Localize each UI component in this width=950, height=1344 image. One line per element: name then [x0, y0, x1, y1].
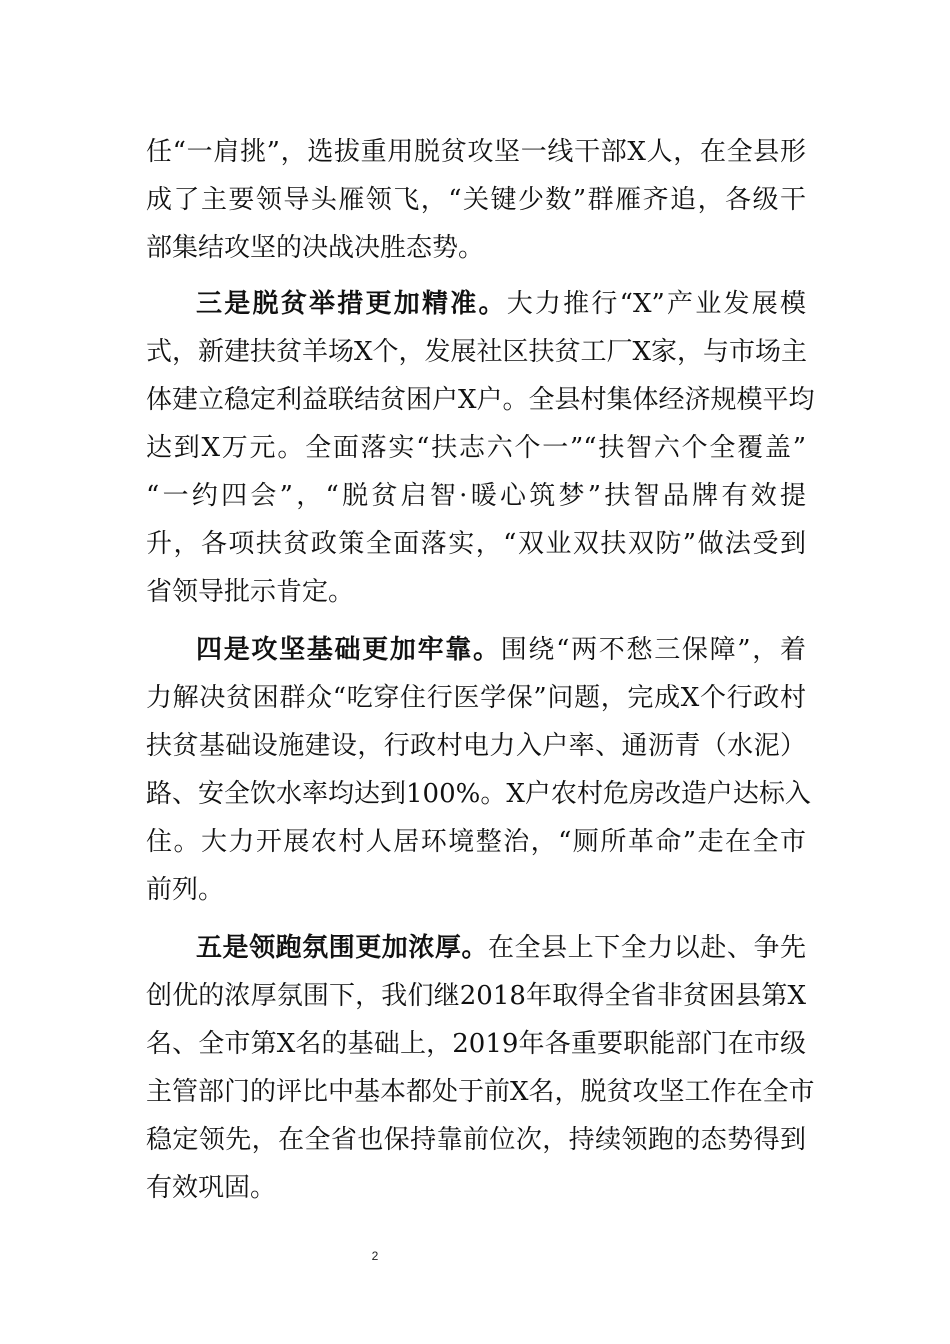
paragraph-first-line: [196, 284, 806, 324]
body-line: 住。大力开展农村人居环境整治，“厕所革命”走在全市: [146, 827, 806, 857]
body-line: 力解决贫困群众“吃穿住行医学保”问题，完成X个行政村: [146, 683, 806, 713]
paragraph-first-line: [196, 630, 806, 670]
paragraph-first-line: [196, 928, 806, 968]
paragraph-heading: 五是领跑氛围更加浓厚。: [196, 933, 488, 963]
body-line: 前列。: [146, 875, 225, 905]
body-line: 名、全市第X名的基础上，2019年各重要职能部门在市级: [146, 1029, 806, 1059]
body-line: 路、安全饮水率均达到100%。X户农村危房改造户达标入: [146, 779, 811, 809]
body-line: 创优的浓厚氛围下，我们继2018年取得全省非贫困县第X: [146, 981, 806, 1011]
body-line: 部集结攻坚的决战决胜态势。: [146, 233, 485, 263]
body-line: 扶贫基础设施建设，行政村电力入户率、通沥青（水泥）: [146, 731, 806, 761]
body-text: 围绕“两不愁三保障”，着: [500, 635, 806, 665]
page-number: 2: [371, 1249, 379, 1263]
body-line: 升，各项扶贫政策全面落实，“双业双扶双防”做法受到: [146, 529, 806, 559]
body-line: 主管部门的评比中基本都处于前X名，脱贫攻坚工作在全市: [146, 1077, 815, 1107]
body-line: 体建立稳定利益联结贫困户X户。全县村集体经济规模平均: [146, 385, 815, 415]
body-line: 成了主要领导头雁领飞，“关键少数”群雁齐追，各级干: [146, 185, 806, 215]
body-line: 式，新建扶贫羊场X个，发展社区扶贫工厂X家，与市场主: [146, 337, 808, 367]
body-line: 达到X万元。全面落实“扶志六个一”“扶智六个全覆盖”: [146, 433, 806, 463]
body-text: 在全县上下全力以赴、争先: [488, 933, 806, 963]
body-line: 省领导批示肯定。: [146, 577, 355, 607]
paragraph-heading: 三是脱贫举措更加精准。: [196, 289, 507, 319]
body-line: “一约四会”，“脱贫启智·暖心筑梦”扶智品牌有效提: [146, 481, 806, 511]
body-text: 大力推行“X”产业发展模: [506, 289, 806, 319]
body-line: 有效巩固。: [146, 1173, 277, 1203]
paragraph-heading: 四是攻坚基础更加牢靠。: [196, 635, 501, 665]
body-line: 任“一肩挑”，选拔重用脱贫攻坚一线干部X人，在全县形: [146, 137, 806, 167]
body-line: 稳定领先，在全省也保持靠前位次，持续领跑的态势得到: [146, 1125, 806, 1155]
